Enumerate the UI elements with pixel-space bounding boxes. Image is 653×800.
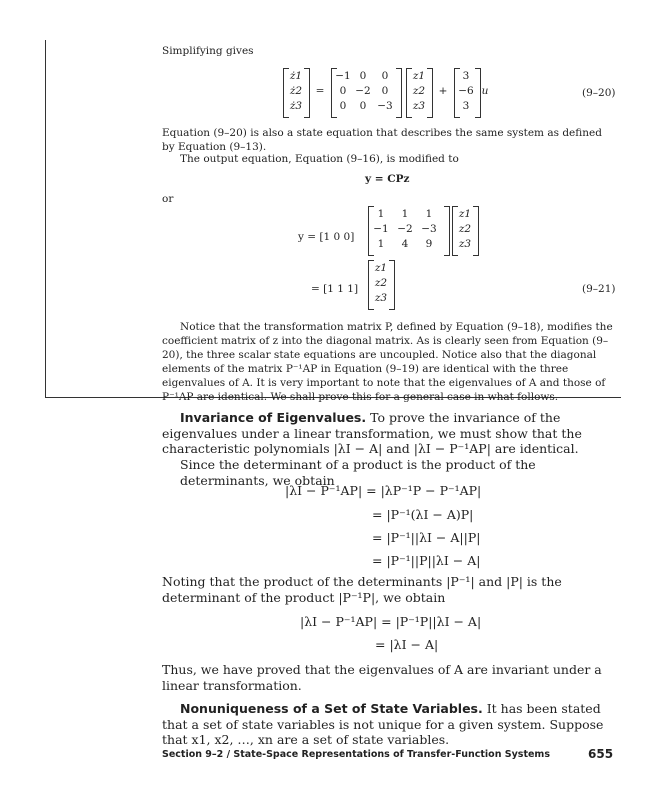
p12: 1 [401,208,409,220]
p22: −2 [397,223,413,235]
matrix-P-product [368,206,488,256]
invariance-text: To prove the invariance of the eigenvalues under a linear transformation, we must show that the characteristic polynomials |λI − A| and |λI − P⁻¹AP| are identical. [162,410,582,456]
rz2: z2 [374,277,388,289]
noting-text: Noting that the product of the determinants |P⁻¹| and |P| is the determinant of the product |P⁻¹P|, we obtain [162,574,562,605]
a13: 0 [381,70,389,82]
z3: z3 [412,100,426,112]
footer-section: Section 9–2 / State-Space Representations of Transfer-Function Systems [162,749,550,760]
margin-rule-vertical [45,40,46,397]
p13: 1 [425,208,433,220]
para-transformation: Notice that the transformation matrix P, defined by Equation (9–18), modifies the coefficient matrix of z into the diagonal matrix. As is clearly seen from Equation (9–20), the three scalar state equations are uncoupled. Notice also that the diagonal elements of the matrix P⁻¹AP in Equation (9–19) are identical with the three eigenvalues of A. It is very important to note that the eigenvalues of A and those of P⁻¹AP are identical. We shall prove this for a general case in what follows. [162,321,613,403]
p11: 1 [377,208,385,220]
b1: 3 [462,70,470,82]
z1: z1 [412,70,426,82]
plus-sign: + [438,85,448,97]
equals-sign: = [315,85,325,97]
heading-nonuniqueness: Nonuniqueness of a Set of State Variables. [180,701,483,716]
det-eq2-line-2: = |λI − A| [375,637,439,652]
nonuniqueness-text: It has been stated that a set of state variables is not unique for a given system. Suppose that x1, x2, …, xn are a set of state variables. [162,701,604,747]
a11: −1 [335,70,351,82]
pz3: z3 [458,238,472,250]
p32: 4 [401,238,409,250]
det-eq-line-3: = |P⁻¹||λI − A||P| [372,530,481,545]
det-eq-line-1: |λI − P⁻¹AP| = |λP⁻¹P − P⁻¹AP| [285,483,482,498]
a21: 0 [339,85,347,97]
a32: 0 [359,100,367,112]
b3: 3 [462,100,470,112]
para-state-equation: Equation (9–20) is also a state equation that describes the same system as defined by Equation (9–13). [162,127,602,153]
p21: −1 [373,223,389,235]
det-eq-line-2: = |P⁻¹(λI − A)P| [372,507,474,522]
determinant-intro: Since the determinant of a product is the product of the determinants, we obtain [180,457,536,488]
y-lhs: y = [1 0 0] [298,231,355,243]
heading-invariance: Invariance of Eigenvalues. [180,410,367,425]
equation-9-20 [283,68,503,118]
eq-number-9-20: (9–20) [582,87,616,99]
section-nonuniqueness [162,701,617,748]
intro-text: Simplifying gives [162,45,254,57]
para-output-equation: The output equation, Equation (9–16), is modified to [180,153,459,165]
pz2: z2 [458,223,472,235]
p23: −3 [421,223,437,235]
a33: −3 [377,100,393,112]
det-eq2-line-1: |λI − P⁻¹AP| = |P⁻¹P||λI − A| [300,614,482,629]
page-number: 655 [588,747,614,761]
pz1: z1 [458,208,472,220]
row-lhs: = [1 1 1] [311,283,359,295]
p31: 1 [377,238,385,250]
det-eq-line-4: = |P⁻¹||P||λI − A| [372,553,481,568]
a23: 0 [381,85,389,97]
z2: z2 [412,85,426,97]
rz1: z1 [374,262,388,274]
conclusion-text: Thus, we have proved that the eigenvalues of A are invariant under a linear transformation. [162,662,602,693]
a31: 0 [339,100,347,112]
zdot-2: ż2 [289,85,303,97]
vector-z-result [368,260,398,310]
b2: −6 [458,85,474,97]
rz3: z3 [374,292,388,304]
a22: −2 [355,85,371,97]
section-invariance [162,410,617,457]
eq-number-9-21: (9–21) [582,283,616,295]
input-u: u [481,85,489,97]
zdot-1: ż1 [289,70,303,82]
y-equation: y = CPz [365,173,410,185]
a12: 0 [359,70,367,82]
or-text: or [162,193,174,205]
zdot-3: ż3 [289,100,303,112]
p33: 9 [425,238,433,250]
